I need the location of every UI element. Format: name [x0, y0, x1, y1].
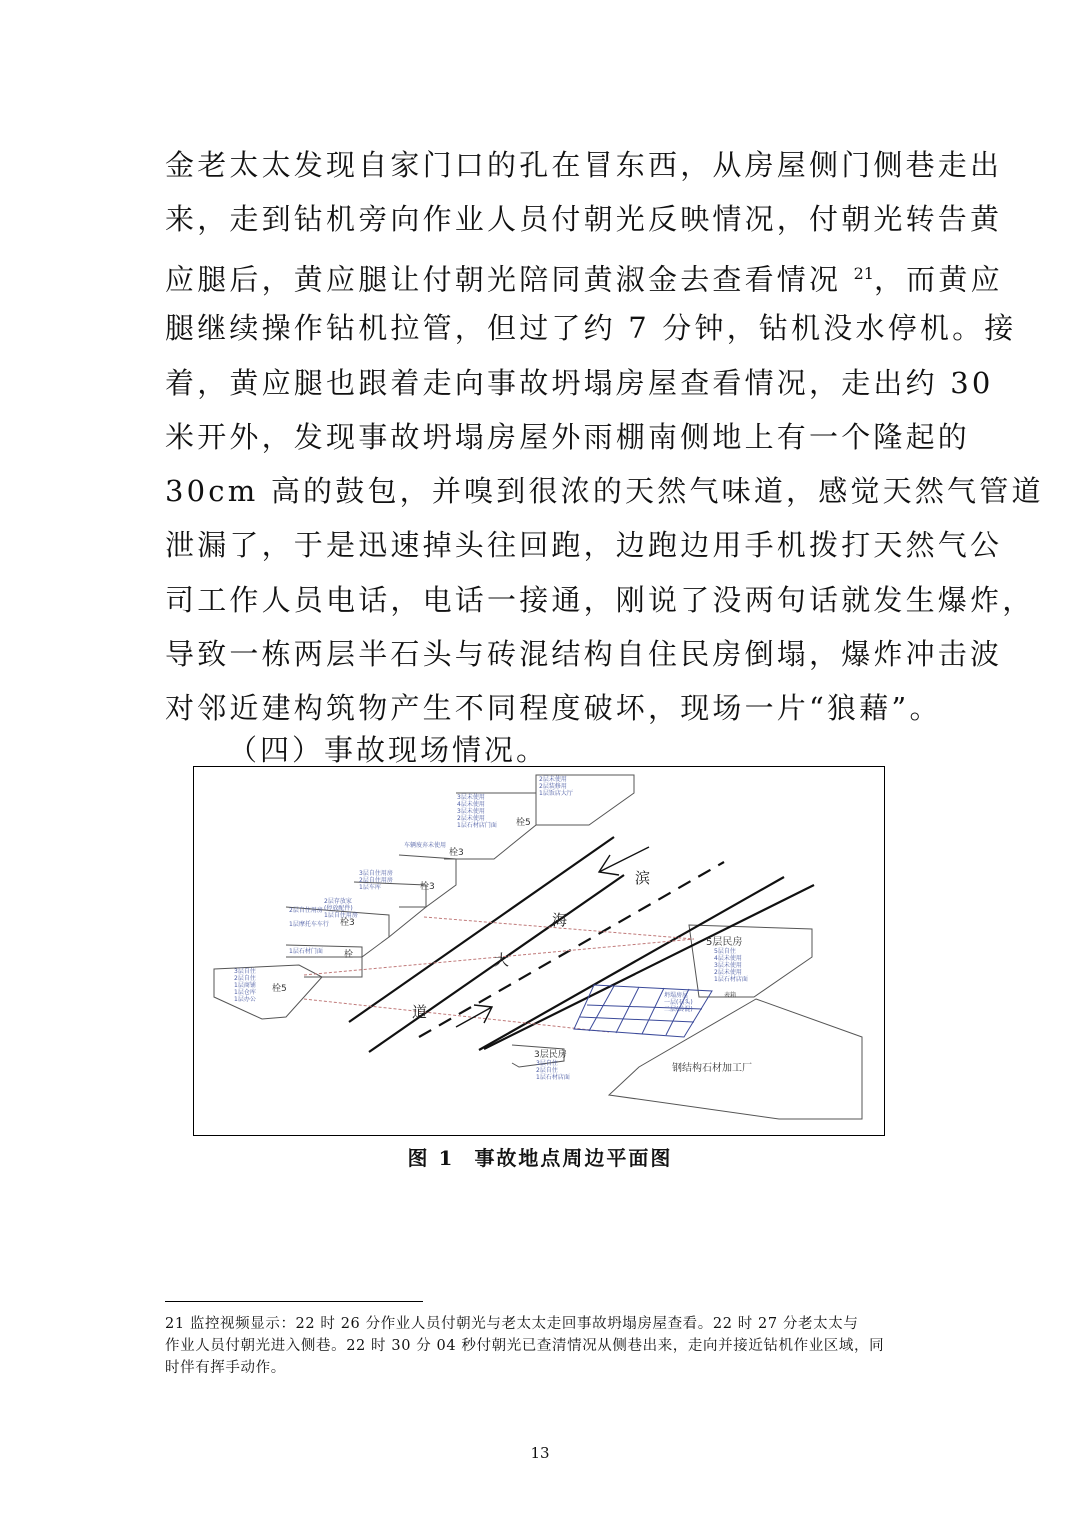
note: 5层自住 — [714, 948, 736, 955]
footnote-line: 时伴有挥手动作。 — [165, 1360, 286, 1376]
note: 4层未使用 — [714, 955, 742, 962]
note: 1层石材门面 — [289, 948, 323, 955]
building-mid — [399, 855, 456, 907]
house-3-floor-label: 3层民房 — [534, 1050, 567, 1060]
grid-line — [580, 1017, 694, 1022]
note: 2层未使用 — [457, 815, 485, 822]
site-plan-figure — [193, 766, 885, 1136]
paragraph-line: 司工作人员电话，电话一接通，刚说了没两句话就发生爆炸， — [165, 583, 1035, 617]
note: 一层(石头) — [664, 999, 693, 1006]
footnote-divider — [165, 1301, 423, 1302]
note: 2层自住用房 — [289, 907, 323, 914]
grid-line — [616, 987, 639, 1033]
paragraph-line: 导致一栋两层半石头与砖混结构自住民房倒塌，爆炸冲击波 — [165, 637, 1003, 671]
road-char-da: 大 — [494, 951, 510, 969]
paragraph-line: 来，走到钻机旁向作业人员付朝光反映情况，付朝光转告黄 — [165, 202, 1003, 236]
footnote-reference[interactable]: 21 — [853, 264, 874, 283]
paragraph-line: 对邻近建构筑物产生不同程度破坏，现场一片“狼藉”。 — [165, 691, 942, 725]
paragraph-line: 30cm 高的鼓包，并嗅到很浓的天然气味道，感觉天然气管道 — [165, 474, 1044, 508]
page-number: 13 — [530, 1444, 550, 1462]
note: 2层未使用 — [539, 776, 567, 783]
note: 3层自住用房 — [359, 870, 393, 877]
grid-line — [589, 986, 614, 1031]
hydrant-label: 栓5 — [516, 818, 531, 828]
paragraph-line: 腿继续操作钻机拉管，但过了约 7 分钟，钻机没水停机。接 — [165, 311, 1017, 345]
building-left — [214, 965, 322, 1019]
note: 二层(砖混) — [664, 1006, 693, 1013]
grid-line — [642, 988, 664, 1034]
factory-label: 钢结构石材加工厂 — [672, 1063, 752, 1074]
section-heading: （四）事故现场情况。 — [228, 733, 549, 767]
paragraph-line-text: 应腿后，黄应腿让付朝光陪同黄淑金去查看情况 — [165, 262, 842, 297]
note: 1层摩托车车行 — [289, 921, 329, 928]
note: 3层未使用 — [714, 962, 742, 969]
house-5-floor-label: 5层民房 — [706, 937, 743, 948]
note: 3层未使用 — [457, 808, 485, 815]
note: 1层办公 — [234, 996, 256, 1003]
note: 2层自住用房 — [359, 877, 393, 884]
arrow-head-top — [599, 855, 619, 875]
note: 1层商铺 — [234, 982, 256, 989]
note: 2层存放家 — [324, 898, 352, 905]
note: 2层自住 — [234, 975, 256, 982]
road-char-hai: 海 — [552, 911, 568, 929]
road-char-dao: 道 — [412, 1003, 428, 1021]
paragraph-line: 米开外，发现事故坍塌房屋外雨棚南侧地上有一个隆起的 — [165, 420, 971, 454]
note: 1层自住用房 — [324, 912, 358, 919]
note: 3层自住 — [234, 968, 256, 975]
hydrant-label: 栓3 — [420, 882, 435, 892]
road-char-bin: 滨 — [635, 869, 651, 887]
figure-title: 事故地点周边平面图 — [474, 1146, 673, 1170]
hydrant-label: 栓5 — [272, 984, 287, 994]
note: 2层未使用 — [714, 969, 742, 976]
figure-number: 图 1 — [407, 1146, 455, 1170]
note: 1层石材店面 — [536, 1074, 570, 1081]
paragraph-line: 泄漏了，于是迅速掉头往回跑，边跑边用手机拨打天然气公 — [165, 528, 1003, 562]
note: 3层自住 — [536, 1060, 558, 1067]
paragraph-line: 着，黄应腿也跟着走向事故坍塌房屋查看情况，走出约 30 — [165, 366, 994, 400]
paragraph-line: 金老太太发现自家门口的孔在冒东西，从房屋侧门侧巷走出 — [165, 148, 1003, 182]
note: 1层石材店面 — [714, 976, 748, 983]
paragraph-line-with-footnote — [165, 257, 1003, 297]
figure-caption — [0, 1142, 1080, 1171]
paragraph-line-tail: ，而黄应 — [873, 262, 1003, 297]
note: 1层车库 — [359, 884, 381, 891]
road-edge-right-2 — [484, 885, 814, 1049]
note: 2层装修用 — [539, 783, 567, 790]
note: 1层饭店大厅 — [539, 790, 573, 797]
note: 车辆废弃未使用 — [404, 842, 447, 849]
note: 2层自住 — [536, 1067, 558, 1074]
note: 1层仓库 — [234, 989, 256, 996]
footnote — [165, 1313, 925, 1379]
factory-outline — [609, 999, 862, 1119]
hydrant-label: 栓3 — [449, 848, 464, 858]
hydrant-label: 栓 — [344, 950, 354, 960]
note: 1层石材店门面 — [457, 822, 497, 829]
site-plan-map — [194, 767, 885, 1136]
note: (停放配件) — [324, 905, 353, 912]
building-5-floor — [689, 925, 812, 997]
hydrant-label: 栓3 — [340, 918, 355, 928]
footnote-line: 21 监控视频显示：22 时 26 分作业人员付朝光与老太太走回事故坍塌房屋查看。22 时 27 分老太太与 — [165, 1316, 859, 1332]
note: 坍塌房屋 — [664, 992, 689, 999]
gas-box-label: 表箱 — [724, 992, 737, 999]
note: 4层未使用 — [457, 801, 485, 808]
note: 3层未使用 — [457, 794, 485, 801]
footnote-line: 作业人员付朝光进入侧巷。22 时 30 分 04 秒付朝光已查清情况从侧巷出来，走向并接近钻机作业区域，同 — [165, 1338, 885, 1354]
